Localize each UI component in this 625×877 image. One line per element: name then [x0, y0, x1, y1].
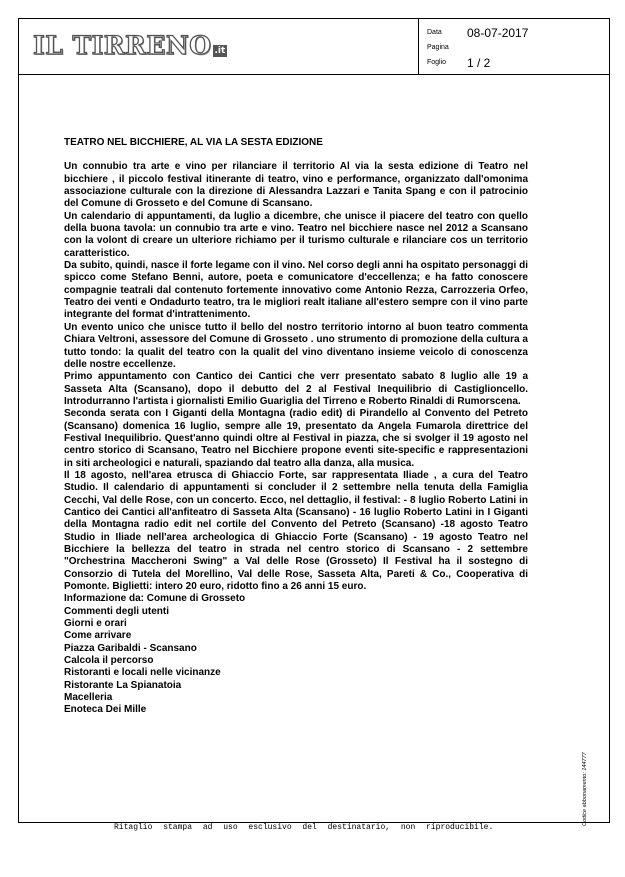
clipping-meta [427, 27, 607, 72]
page-label: Pagina [427, 44, 449, 51]
newspaper-logo [33, 33, 227, 59]
info-line: Ristorante La Spianatoia [64, 679, 182, 691]
info-line: Enoteca Dei Mille [64, 704, 147, 716]
header [18, 18, 610, 75]
info-line: Giorni e orari [64, 618, 127, 630]
article-paragraph: Un evento unico che unisce tutto il bello del nostro territorio intorno al buon teatro commenta Chiara Veltroni, assessore del Comune di Grosseto . uno strumento di promozione della cultura a tutto tondo: la qualit del teatro con la qualit del vino diventano insieme veicolo di conoscenza delle nostre eccellenze. [64, 321, 528, 370]
sheet-label: Foglio [427, 59, 447, 66]
info-line: Piazza Garibaldi - Scansano [64, 642, 197, 654]
article-paragraph: Il 18 agosto, nell'area etrusca di Ghiaccio Forte, sar rappresentata Iliade , a cura del Teatro Studio. Il calendario di appuntamenti si concluder il 2 settembre nella tenuta della Famiglia Cecchi, Val delle Rose, con un concerto. Ecco, nel dettaglio, il festival: - 8 luglio Roberto Latini in Cantico dei Cantici all'anfiteatro di Sasseta Alta (Scansano) - 16 luglio Roberto Latini in I Giganti della Montagna radio edit nel cortile del Convento del Petreto (Scansano) -18 agosto Teatro Studio in Iliade nell'area archeologica di Ghiaccio Forte (Scansano) - 19 agosto Teatro nel Bicchiere la bellezza del teatro in strada nel centro storico di Scansano - 2 settembre "Orchestrina Maccheroni Swing" a Val delle Rose (Grosseto) Il Festival ha il sostegno di Consorzio di Tutela del Morellino, Val delle Rose, Sasseta Alta, Pareti & Co., Cooperativa di Pomonte. Biglietti: intero 20 euro, ridotto fino a 26 anni 15 euro. [64, 469, 528, 593]
meta-sheet-row [427, 57, 607, 72]
article-paragraph: Primo appuntamento con Cantico dei Cantici che verr presentato sabato 8 luglio alle 19 a Sasseta Alta (Scansano), dopo il debutto del 2 al Festival Inequilibrio di Castiglioncello. Introdurranno l'artista i giornalisti Emilio Guariglia del Tirreno e Roberto Rinaldi di Rumorscena. [64, 371, 528, 407]
info-line: Calcola il percorso [64, 655, 154, 667]
meta-date-row [427, 27, 607, 42]
meta-page-row [427, 42, 607, 57]
info-line: Commenti degli utenti [64, 605, 169, 617]
logo-suffix: .it [214, 46, 226, 56]
info-line: Macelleria [64, 692, 113, 704]
logo-text: IL TIRRENO [33, 31, 212, 60]
sheet-value: 1 / 2 [467, 56, 491, 70]
date-label: Data [427, 29, 442, 36]
subscription-code: Codice abbonamento: 144777 [582, 752, 588, 826]
info-line: Ristoranti e locali nelle vicinanze [64, 667, 221, 679]
article-paragraph: Seconda serata con I Giganti della Montagna (radio edit) di Pirandello al Convento del Petreto (Scansano) domenica 16 luglio, sempre alle 19, presentato da Angela Fumarola direttrice del Festival Inequilibrio. Quest'anno quindi oltre al Festival in piazza, che si svolger il 19 agosto nel centro storico di Scansano, Teatro nel Bicchiere propone eventi site-specific e rappresentazioni in siti archeologici e naturali, spaziando dal teatro alla danza, alla musica. [64, 408, 528, 469]
date-value: 08-07-2017 [467, 26, 529, 40]
article-paragraph: Un connubio tra arte e vino per rilanciare il territorio Al via la sesta edizione di Teatro nel bicchiere , il piccolo festival itinerante di teatro, vino e performance, organizzato dall'omonima associazione culturale con la direzione di Alessandra Lazzari e Tanita Spang e con il patrocinio del Comune di Grosseto e del Comune di Scansano. [64, 161, 528, 210]
info-line: Informazione da: Comune di Grosseto [64, 593, 246, 605]
info-line: Come arrivare [64, 630, 132, 642]
article-title: TEATRO NEL BICCHIERE, AL VIA LA SESTA EDIZIONE [64, 137, 323, 148]
article-paragraph: Un calendario di appuntamenti, da luglio a dicembre, che unisce il piacere del teatro con quello della buona tavola: un connubio tra arte e vino. Teatro nel bicchiere nasce nel 2012 a Scansano con la volont di creare un ulteriore richiamo per il turismo culturale e rilanciare cos un territorio caratteristico. [64, 210, 528, 259]
reproduction-notice: Ritaglio stampa ad uso esclusivo del destinatario, non riproducibile. [114, 823, 494, 832]
article-body [64, 137, 528, 717]
logo-area [19, 19, 419, 74]
article-paragraph: Da subito, quindi, nasce il forte legame con il vino. Nel corso degli anni ha ospitato personaggi di spicco come Stefano Benni, autore, poeta e comunicatore d'eccellenza; e ha fatto conoscere compagnie teatrali dal contenuto fortemente innovativo come Antonio Rezza, Carrozzeria Orfeo, Teatro dei venti e Ondadurto teatro, tra le migliori realt italiane all'estero sempre con il vino parte integrante del format d'intrattenimento. [64, 260, 528, 321]
